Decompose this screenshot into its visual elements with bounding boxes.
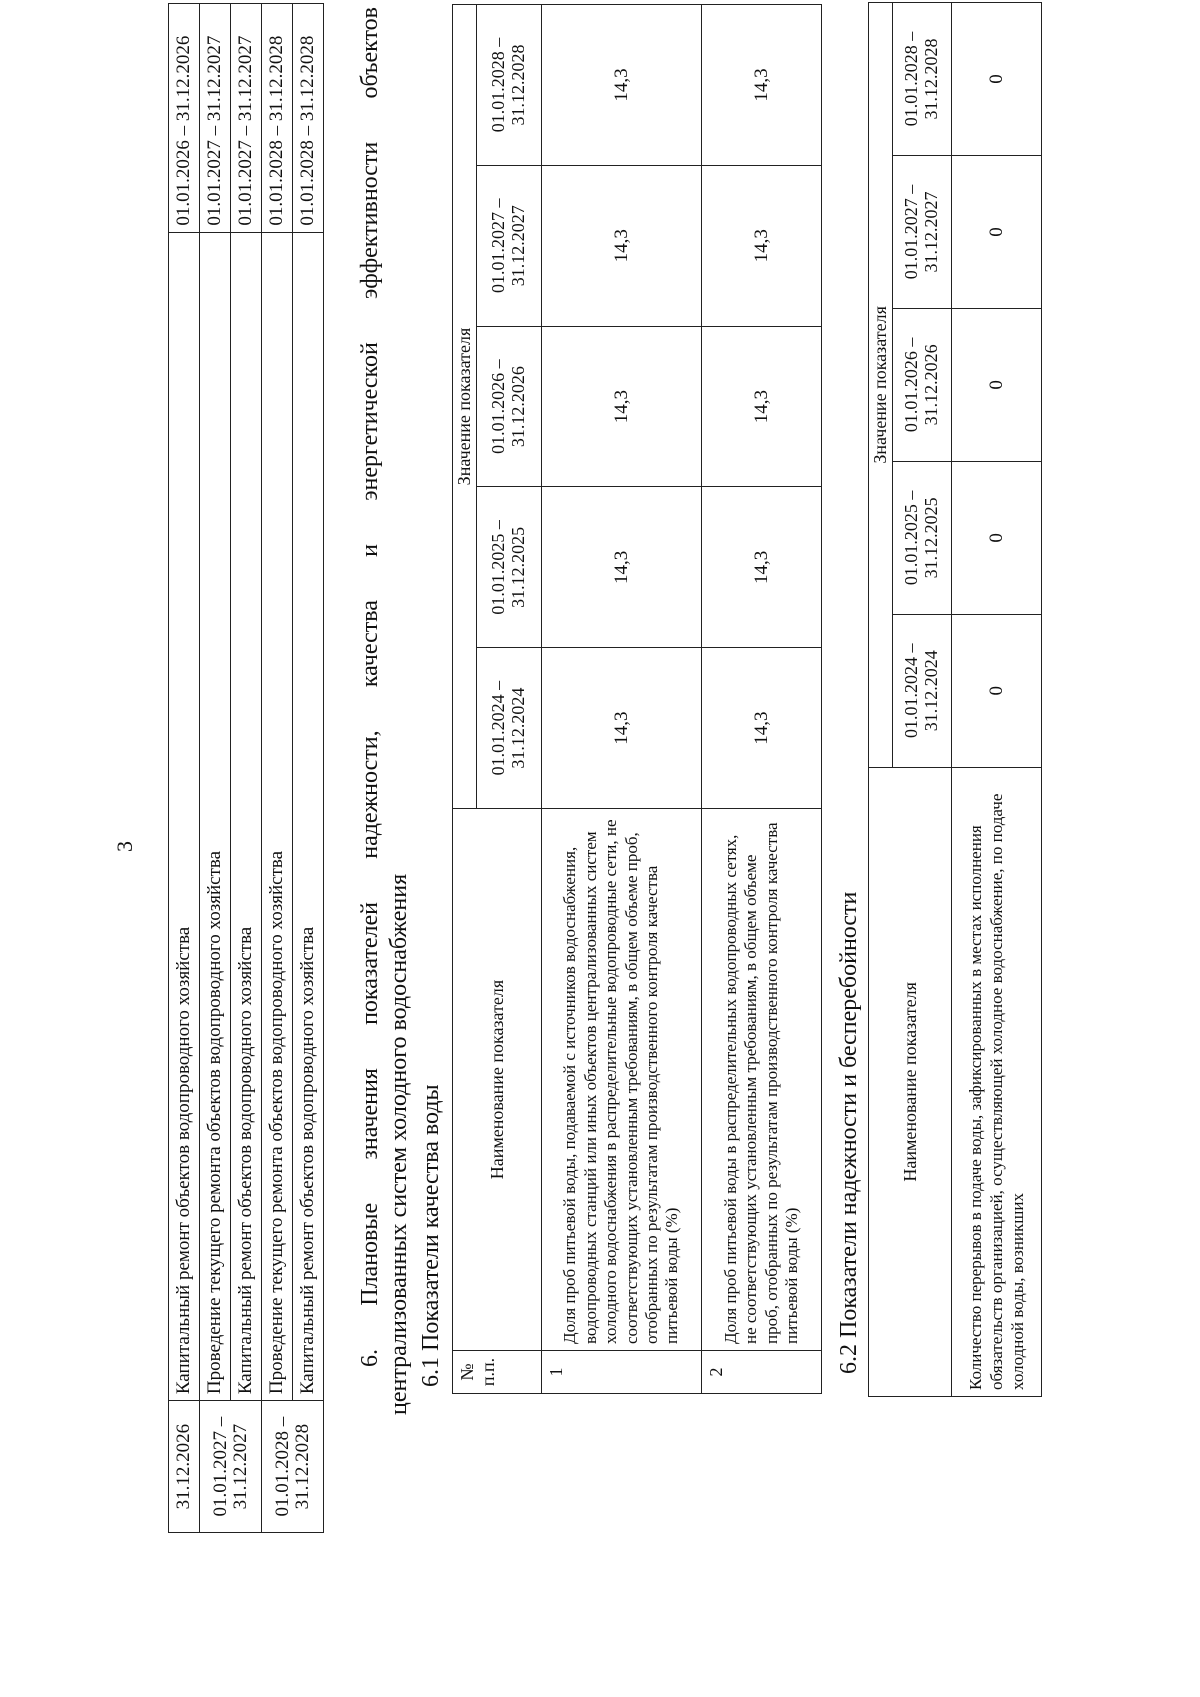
indicator-value: 14,3 [702, 326, 822, 487]
table-cell: 01.01.2028 – 31.12.2028 [262, 1401, 324, 1533]
indicator-value: 14,3 [542, 487, 702, 648]
table-cell: Капитальный ремонт объектов водопроводного хозяйства [169, 232, 200, 1401]
table-cell: 01.01.2026 – 31.12.2026 [169, 4, 200, 233]
indicator-value: 0 [952, 461, 1042, 614]
indicator-value: 14,3 [702, 648, 822, 809]
col-header-period: 01.01.2027 – 31.12.2027 [893, 156, 952, 309]
col-header-group: Значение показателя [869, 3, 893, 768]
table-cell: Проведение текущего ремонта объектов водопроводного хозяйства [200, 232, 231, 1401]
indicator-value: 14,3 [542, 648, 702, 809]
row-num: 1 [542, 1351, 702, 1394]
section-6-heading-cont: централизованных систем холодного водоснабжения [386, 873, 412, 1415]
indicator-value: 0 [952, 3, 1042, 156]
col-header-period: 01.01.2024 – 31.12.2024 [477, 648, 542, 809]
water-quality-table [452, 4, 822, 1394]
reliability-table [868, 2, 1042, 1397]
table-header-row [453, 5, 477, 1394]
table-row [169, 4, 200, 1533]
section-6-heading: 6. Плановые значения показателей надежности, качества и энергетической эффективности объектов [357, 7, 383, 1367]
table-cell: Проведение текущего ремонта объектов водопроводного хозяйства [262, 232, 293, 1401]
indicator-name: Доля проб питьевой воды, подаваемой с источников водоснабжения, водопроводных станций или иных объектов централизованных систем холодного водоснабжения в распределительные водопроводные сети, не соответствующих установленным требованиям, в общем объеме проб, отобранных по результатам производственного контроля качества питьевой воды (%) [542, 809, 702, 1351]
col-header-group: Значение показателя [453, 5, 477, 809]
table-cell: Капитальный ремонт объектов водопроводного хозяйства [293, 232, 324, 1401]
indicator-value: 14,3 [542, 326, 702, 487]
table-header-row [869, 3, 893, 1397]
indicator-name: Доля проб питьевой воды в распределительных водопроводных сетях, не соответствующих установленным требованиям, в общем объеме проб, отобранных по результатам производственного контроля качества питьевой воды (%) [702, 809, 822, 1351]
table-row [702, 5, 822, 1394]
indicator-value: 14,3 [542, 165, 702, 326]
table-row [293, 4, 324, 1533]
col-header-name: Наименование показателя [869, 767, 952, 1396]
col-header-period: 01.01.2028 – 31.12.2028 [477, 5, 542, 166]
indicator-value: 0 [952, 308, 1042, 461]
page-number: 3 [112, 841, 137, 852]
table-row [262, 4, 293, 1533]
indicator-value: 14,3 [702, 487, 822, 648]
col-header-period: 01.01.2025 – 31.12.2025 [477, 487, 542, 648]
repair-schedule-table [168, 3, 324, 1533]
table-cell: 01.01.2028 – 31.12.2028 [293, 4, 324, 233]
table-cell: 01.01.2028 – 31.12.2028 [262, 4, 293, 233]
indicator-value: 14,3 [542, 5, 702, 166]
section-6-1-title: 6.1 Показатели качества воды [418, 1084, 444, 1387]
col-header-period: 01.01.2025 – 31.12.2025 [893, 461, 952, 614]
table-row [542, 5, 702, 1394]
section-6-2-title: 6.2 Показатели надежности и бесперебойности [836, 891, 862, 1374]
col-header-period: 01.01.2024 – 31.12.2024 [893, 614, 952, 767]
indicator-name: Количество перерывов в подаче воды, зафиксированных в местах исполнения обязательств организацией, осуществляющей холодное водоснабжение, по подаче холодной воды, возникших [952, 767, 1042, 1396]
col-header-period: 01.01.2026 – 31.12.2026 [893, 308, 952, 461]
row-num: 2 [702, 1351, 822, 1394]
col-header-period: 01.01.2026 – 31.12.2026 [477, 326, 542, 487]
table-cell: Капитальный ремонт объектов водопроводного хозяйства [231, 232, 262, 1401]
indicator-value: 0 [952, 156, 1042, 309]
table-row [952, 3, 1042, 1397]
col-header-period: 01.01.2028 – 31.12.2028 [893, 3, 952, 156]
table-cell: 01.01.2027 – 31.12.2027 [200, 4, 231, 233]
table-cell: 01.01.2027 – 31.12.2027 [231, 4, 262, 233]
indicator-value: 14,3 [702, 5, 822, 166]
indicator-value: 0 [952, 614, 1042, 767]
col-header-num: № п.п. [453, 1351, 542, 1394]
table-cell: 31.12.2026 [169, 1401, 200, 1533]
table-row [200, 4, 231, 1533]
indicator-value: 14,3 [702, 165, 822, 326]
col-header-period: 01.01.2027 – 31.12.2027 [477, 165, 542, 326]
table-row [231, 4, 262, 1533]
table-cell: 01.01.2027 – 31.12.2027 [200, 1401, 262, 1533]
col-header-name: Наименование показателя [453, 809, 542, 1351]
